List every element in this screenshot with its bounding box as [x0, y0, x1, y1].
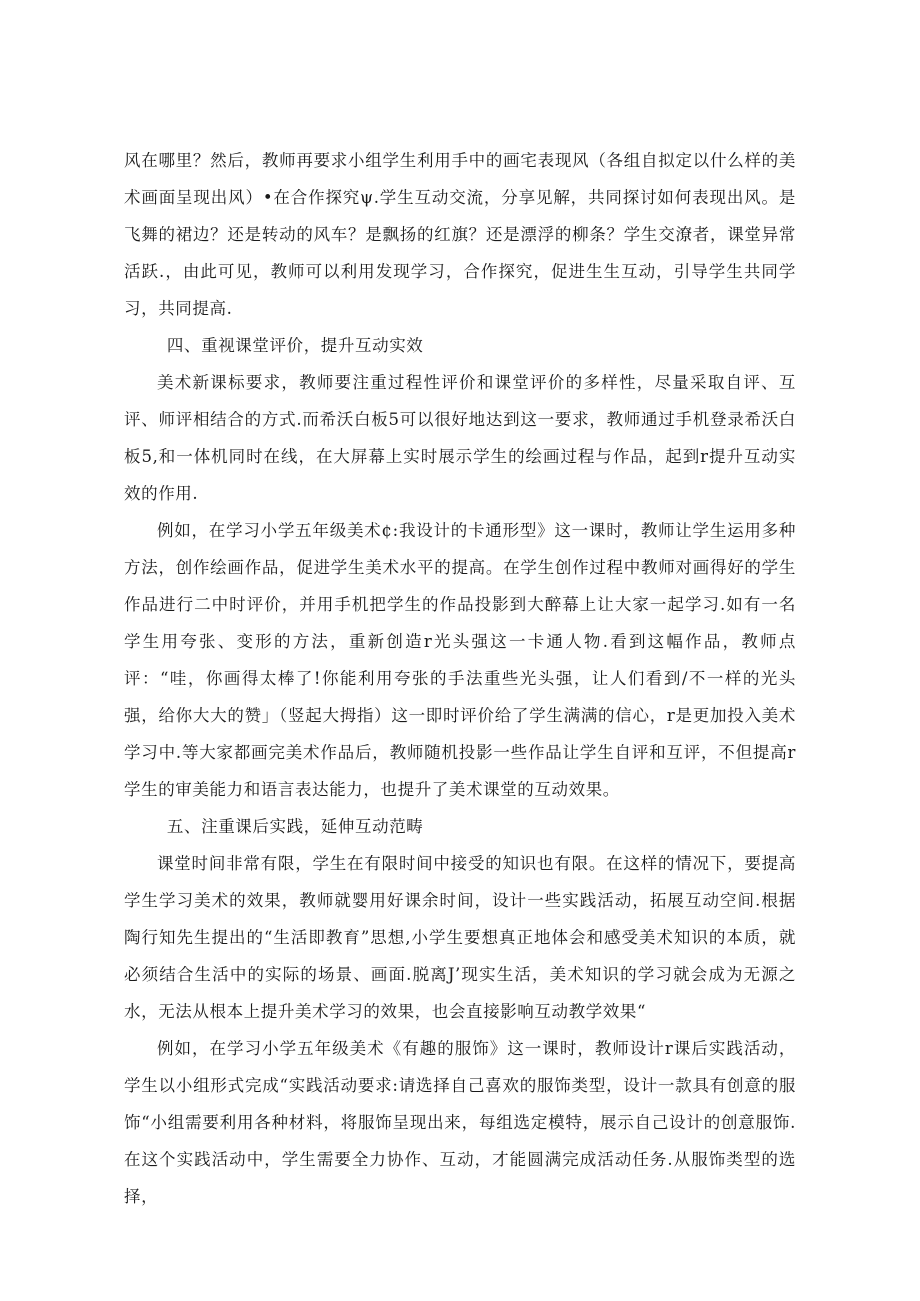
paragraph-continuation: 风在哪里？然后，教师再要求小组学生利用手中的画宅表现风（各组自拟定以什么样的美术画面呈现出风）•在合作探究ψ.学生互动交流，分享见解，共同探讨如何表现出风。是飞舞的裙边？还是转动的风车？是飘扬的红旗？还是漂浮的柳条？学生交潦者，课堂异常活跃.，由此可见，教师可以利用发现学习，合作探究，促进生生互动，引导学生共同学习，共同提高.: [124, 151, 796, 318]
paragraph-evaluation: 美术新课标要求，教师要注重过程性评价和课堂评价的多样性，尽量采取自评、互评、师评相结合的方式.而希沃白板5可以很好地达到这一要求，教师通过手机登录希沃白板5,和一体机同时在线，在大屏幕上实时展示学生的绘画过程与作品，起到r提升互动实效的作用.: [124, 373, 796, 503]
paragraph-example-costume: 例如，在学习小学五年级美术《有趣的服饰》这一课时，教师设计r课后实践活动，学生以小组形式完成“实践活动要求:请选择自己喜欢的服饰类型，设计一款具有创意的服饰“小组需要利用各种材料，将服饰呈现出来，每组选定模特，展示自己设计的创意服饰.在这个实践活动中，学生需要全力协作、互动，才能圆满完成活动任务.从服饰类型的选择，: [124, 1039, 796, 1206]
section-heading-5: 五、注重课后实践，延伸互动范畴: [166, 817, 424, 836]
paragraph-practice: 课堂时间非常有限，学生在有限时间中接受的知识也有限。在这样的情况下，要提高学生学习美术的效果，教师就婴用好课余时间，设计一些实践活动，拓展互动空间.根据陶行知先生提出的“生活即教育”思想,小学生要想真正地体会和感受美术知识的本质，就必须结合生活中的实际的场景、画面.脱离J’现实生活，美术知识的学习就会成为无源之水，无法从根本上提升美术学习的效果，也会直接影响互动教学效果“: [124, 854, 796, 1021]
document-body: [124, 142, 796, 1215]
paragraph-example-cartoon: 例如，在学习小学五年级美术¢:我设计的卡通形型》这一课时，教师让学生运用多种方法，创作绘画作品，促进学生美术水平的提高。在学生创作过程中教师对画得好的学生作品进行二中时评价，并用手机把学生的作品投影到大醉幕上让大家一起学习.如有一名学生用夸张、变形的方法，重新创造r光头强这一卡通人物.看到这幅作品，教师点评：“哇，你画得太棒了!你能利用夸张的手法重些光头强，让人们看到/不一样的光头强，给你大大的赞」（竖起大拇指）这一即时评价给了学生满满的信心，r是更加投入美术学习中.等大家都画完美术作品后，教师随机投影一些作品让学生自评和互评，不但提高r学生的审美能力和语言表达能力，也提升了美术课堂的互动效果。: [124, 521, 796, 799]
section-heading-4: 四、重视课堂评价，提升互动实效: [166, 336, 424, 355]
